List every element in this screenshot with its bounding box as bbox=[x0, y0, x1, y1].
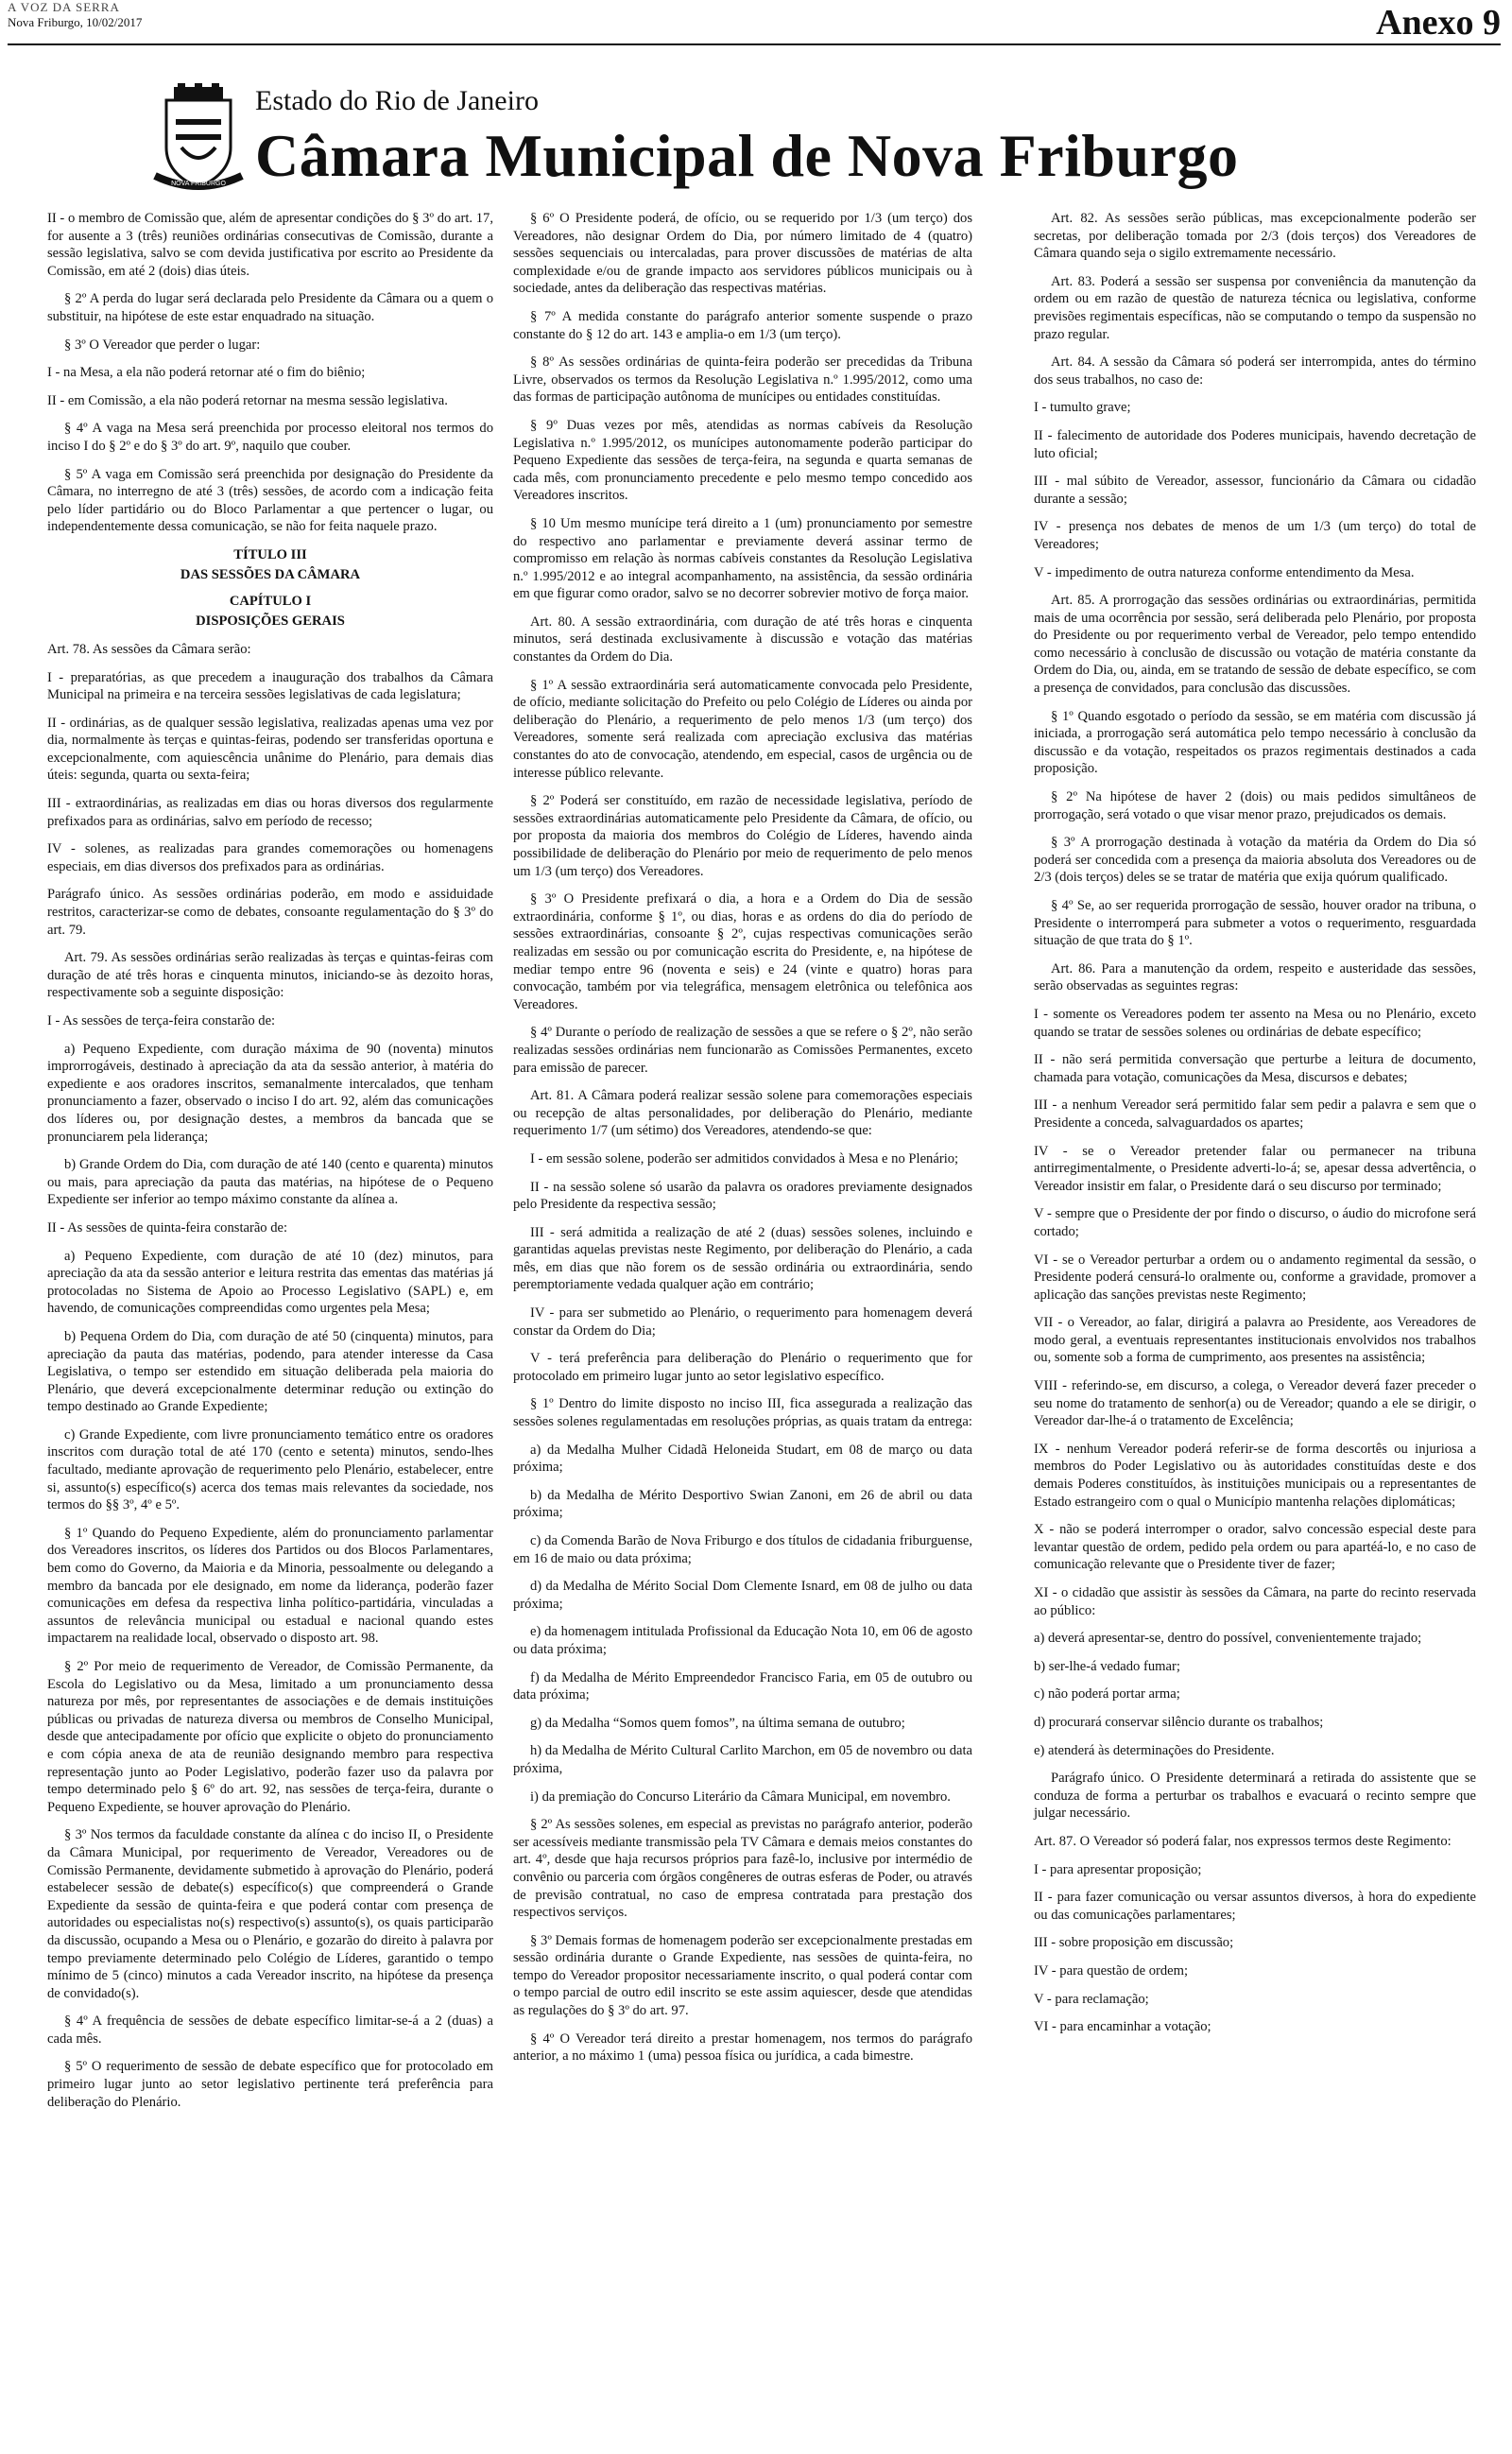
paragraph: § 6º O Presidente poderá, de ofício, ou se requerido por 1/3 (um terço) dos Vereadores, não designar Ordem do Dia, por número limitado de 4 (quatro) sessões sequenciais ou intercaladas, para prover discussões de matérias de alta complexidade e/ou de grande impacto aos servidores públicos municipais ou à sociedade, antes da deliberação das respectivas matérias. bbox=[513, 211, 972, 297]
publication-name: A VOZ DA SERRA bbox=[8, 0, 120, 14]
paragraph: III - será admitida a realização de até 2 (duas) sessões solenes, incluindo e garantidas aquelas previstas neste Regimento, por deliberação do Plenário, a cada mês, em dias que não forem os de sessão ordinária ou extraordinária, sendo peremptoriamente vedada qualquer ação em contrário; bbox=[513, 1224, 972, 1293]
title-subheading: DAS SESSÕES DA CÂMARA bbox=[180, 566, 361, 582]
paragraph: II - para fazer comunicação ou versar assuntos diversos, à hora do expediente ou das comunicações parlamentares; bbox=[1034, 1890, 1476, 1923]
paragraph: I - As sessões de terça-feira constarão de: bbox=[47, 1013, 276, 1028]
paragraph: § 1º Quando do Pequeno Expediente, além do pronunciamento parlamentar dos Vereadores inscritos, os líderes dos Partidos ou dos Blocos Parlamentares, bem como do Governo, da Maioria e da Minoria, pessoalmente ou delegando a membro da bancada por ele designado, em nome da liderança, poderão fazer comunicações em defesa da respectiva linha político-partidária, vinculadas a assuntos de relevância municipal ou estadual e nacional quando estes impactarem na realidade local, observado o disposto art. 98. bbox=[47, 1525, 493, 1647]
paragraph: d) procurará conservar silêncio durante os trabalhos; bbox=[1034, 1714, 1324, 1730]
paragraph: Art. 78. As sessões da Câmara serão: bbox=[47, 641, 251, 657]
chamber-name: Câmara Municipal de Nova Friburgo bbox=[255, 122, 1239, 189]
column-2 bbox=[513, 210, 972, 2076]
masthead bbox=[153, 74, 1334, 197]
paragraph: I - em sessão solene, poderão ser admitidos convidados à Mesa e no Plenário; bbox=[530, 1150, 959, 1167]
paragraph: IV - presença nos debates de menos de um 1/3 (um terço) do total de Vereadores; bbox=[1034, 519, 1476, 552]
paragraph: § 4º A frequência de sessões de debate específico limitar-se-á a 2 (duas) a cada mês. bbox=[47, 2013, 493, 2047]
paragraph: Art. 80. A sessão extraordinária, com duração de até três horas e cinquenta minutos, será destinada exclusivamente à discussão e votação das matérias constantes da Ordem do Dia. bbox=[513, 614, 972, 665]
paragraph: § 4º Durante o período de realização de sessões a que se refere o § 2º, não serão realizadas sessões ordinárias nem funcionarão as Comissões Permanentes, exceto para emissão de parecer. bbox=[513, 1025, 972, 1076]
column-3 bbox=[1034, 210, 1476, 2047]
paragraph: § 5º O requerimento de sessão de debate específico que for protocolado em primeiro lugar junto ao setor legislativo pertinente terá preferência para deliberação do Plenário. bbox=[47, 2059, 493, 2110]
paragraph: III - extraordinárias, as realizadas em dias ou horas diversos dos regularmente prefixados para as ordinárias, salvo em período de recesso; bbox=[47, 796, 493, 829]
paragraph: a) deverá apresentar-se, dentro do possível, convenientemente trajado; bbox=[1034, 1631, 1422, 1647]
paragraph: § 1º A sessão extraordinária será automaticamente convocada pelo Presidente, de ofício, mediante solicitação do Prefeito ou pelo Colégio de Líderes ou ainda por deliberação do Plenário, a requerimento de pelo menos 1/3 (um terço) dos Vereadores, somente será realizada com apreciação exclusiva das matérias constantes do ato de convocação, atendendo, em especial, casos de urgência ou de interesse público relevante. bbox=[513, 677, 972, 781]
paragraph: X - não se poderá interromper o orador, salvo concessão especial deste para levantar questão de ordem, pedido pela ordem ou para apartéá-lo, e no caso de comunicação relevante que o Presidente tiver de fazer; bbox=[1034, 1522, 1476, 1573]
paragraph: I - para apresentar proposição; bbox=[1034, 1861, 1202, 1877]
paragraph: § 3º A prorrogação destinada à votação da matéria da Ordem do Dia só poderá ser concedida com a presença da maioria absoluta dos Vereadores ou de 2/3 (dois terços) deles se se tratar de matéria que exija quórum qualificado. bbox=[1034, 835, 1476, 886]
paragraph: § 2º Poderá ser constituído, em razão de necessidade legislativa, período de sessões extraordinárias automaticamente pelo Presidente da Câmara, de ofício, ou por proposta da maioria dos membros do Colégio de Líderes, havendo ainda possibilidade de deliberação do Plenário por meio de requerimento de pelo menos um 1/3 (um terço) dos Vereadores. bbox=[513, 793, 972, 879]
paragraph: II - o membro de Comissão que, além de apresentar condições do § 3º do art. 17, for ausente a 3 (três) reuniões ordinárias consecutivas de Comissão, durante a sessão legislativa, salvo se com devida justificativa por escrito ao Presidente da Comissão, em até 2 (dois) dias úteis. bbox=[47, 211, 493, 279]
paragraph: § 3º O Presidente prefixará o dia, a hora e a Ordem do Dia de sessão extraordinária, conforme § 1º, ou dias, horas e as ordens do dia do período de sessões extraordinárias, consoante § 2º, cujas respectivas comunicações serão realizadas em sessão ou por comunicação escrita do Presidente, e, na hipótese de mediar tempo entre 96 (noventa e seis) e 24 (vinte e quatro) horas para convocação, também por via telegráfica, mensagem eletrônica ou telefônica aos Vereadores. bbox=[513, 891, 972, 1012]
paragraph: IV - para questão de ordem; bbox=[1034, 1962, 1189, 1979]
paragraph: Art. 86. Para a manutenção da ordem, respeito e austeridade das sessões, serão observadas as seguintes regras: bbox=[1034, 960, 1476, 994]
paragraph: III - sobre proposição em discussão; bbox=[1034, 1935, 1234, 1951]
paragraph: § 3º O Vereador que perder o lugar: bbox=[64, 337, 261, 353]
paragraph: e) atenderá às determinações do Presidente. bbox=[1034, 1742, 1275, 1758]
paragraph: II - As sessões de quinta-feira constarão de: bbox=[47, 1219, 288, 1236]
annex-label: Anexo 9 bbox=[1376, 3, 1501, 43]
chapter-subheading: DISPOSIÇÕES GERAIS bbox=[196, 613, 345, 629]
paragraph: Parágrafo único. O Presidente determinará a retirada do assistente que se conduza de forma a perturbar os trabalhos e evacuará o recinto sempre que julgar necessário. bbox=[1034, 1771, 1476, 1822]
section-heading bbox=[47, 546, 493, 630]
paragraph: Art. 83. Poderá a sessão ser suspensa por conveniência da manutenção da ordem ou em razão de questão de natureza técnica ou legislativa, conforme previsões regimentais específicas, não se computando o tempo da suspensão no prazo regular. bbox=[1034, 273, 1476, 342]
paragraph: IV - para ser submetido ao Plenário, o requerimento para homenagem deverá constar da Ordem do Dia; bbox=[513, 1305, 972, 1339]
paragraph: § 2º As sessões solenes, em especial as previstas no parágrafo anterior, poderão ser acessíveis mediante transmissão pela TV Câmara e demais meios constantes do art. 4º, desde que haja recursos próprios para fazê-lo, inclusive por intermédio de convênio ou parceria com órgãos congêneres de outras esferas de Poder, ou através de previsão contratual, no caso de empresa contratada para prestação dos respectivos serviços. bbox=[513, 1817, 972, 1921]
chapter-heading: CAPÍTULO I bbox=[229, 593, 312, 609]
paragraph: h) da Medalha de Mérito Cultural Carlito Marchon, em 05 de novembro ou data próxima, bbox=[513, 1743, 972, 1776]
publication-date: Nova Friburgo, 10/02/2017 bbox=[8, 15, 143, 29]
title-heading: TÍTULO III bbox=[233, 546, 307, 562]
paragraph: § 3º Nos termos da faculdade constante da alínea c do inciso II, o Presidente da Câmara Municipal, por requerimento de Vereador, Vereadores ou de Comissão Permanente, devidamente submetido à aprovação do Plenário, poderá estabelecer sessão de debate(s) específico(s) que compreenderá o Grande Expediente da sessão de quinta-feira e que poderá contar com presença de autoridades ou especialistas no(s) respectivo(s) assunto(s), os quais participarão da discussão, ocupando a Mesa ou o Plenário, e gozarão do direito à palavra por tempo previamente determinado pelo Colégio de Líderes, garantido o tempo mínimo de 5 (cinco) minutos a cada Vereador inscrito, na hipótese da presença de convidado(s). bbox=[47, 1827, 493, 2001]
paragraph: d) da Medalha de Mérito Social Dom Clemente Isnard, em 08 de julho ou data próxima; bbox=[513, 1579, 972, 1612]
paragraph: a) Pequeno Expediente, com duração máxima de 90 (noventa) minutos improrrogáveis, destinado à apreciação da ata da sessão anterior, à matéria do expediente e aos oradores inscritos, semanalmente intercalados, que tenham pronunciamento a fazer, observado o inciso I do art. 92, além das comunicações dos líderes ou, por designação destes, a membros da bancada que se pronunciarem pela liderança; bbox=[47, 1041, 493, 1145]
paragraph: VIII - referindo-se, em discurso, a colega, o Vereador deverá fazer preceder o seu nome do tratamento de senhor(a) ou de Vereador; quando a ele se dirigir, o Vereador dar-lhe-á o tratamento de Excelência; bbox=[1034, 1378, 1476, 1429]
paragraph: § 2º A perda do lugar será declarada pelo Presidente da Câmara ou a quem o substituir, na hipótese de este estar enquadrado na situação. bbox=[47, 291, 493, 324]
coat-of-arms-icon bbox=[153, 81, 244, 193]
paragraph: I - preparatórias, as que precedem a inauguração dos trabalhos da Câmara Municipal na primeira e na terceira sessões legislativas de cada legislatura; bbox=[47, 669, 493, 703]
paragraph: XI - o cidadão que assistir às sessões da Câmara, na parte do recinto reservada ao público: bbox=[1034, 1585, 1476, 1618]
paragraph: V - terá preferência para deliberação do Plenário o requerimento que for protocolado em primeiro lugar junto ao setor legislativo específico. bbox=[513, 1351, 972, 1384]
paragraph: Art. 85. A prorrogação das sessões ordinárias ou extraordinárias, permitida mais de uma ocorrência por sessão, será deliberada pelo Plenário, por proposta do Presidente ou por requerimento verbal de Vereador, pelo tempo entendido como necessário à conclusão de discussão ou votação de matéria constante da Ordem do Dia, ou, ainda, em se tratando de sessão de debate específico, se com a presença de convidados, para conclusão das discussões. bbox=[1034, 593, 1476, 697]
paragraph: V - impedimento de outra natureza conforme entendimento da Mesa. bbox=[1034, 564, 1415, 580]
paragraph: § 1º Dentro do limite disposto no inciso III, fica assegurada a realização das sessões solenes regulamentadas em resoluções próprias, as quais tratam da entrega: bbox=[513, 1396, 972, 1430]
paragraph: V - sempre que o Presidente der por findo o discurso, o áudio do microfone será cortado; bbox=[1034, 1206, 1476, 1239]
paragraph: § 2º Na hipótese de haver 2 (dois) ou mais pedidos simultâneos de prorrogação, será votado o que visar menor prazo, prejudicados os demais. bbox=[1034, 789, 1476, 822]
paragraph: II - não será permitida conversação que perturbe a leitura de documento, chamada para votação, comunicações da Mesa, discursos e debates; bbox=[1034, 1052, 1476, 1085]
state-name: Estado do Rio de Janeiro bbox=[255, 85, 539, 116]
svg-text:NOVA FRIBURGO: NOVA FRIBURGO bbox=[171, 181, 226, 187]
paragraph: § 7º A medida constante do parágrafo anterior somente suspende o prazo constante do § 12 do art. 143 e amplia-o em 1/3 (um terço). bbox=[513, 308, 972, 342]
paragraph: III - a nenhum Vereador será permitido falar sem pedir a palavra e sem que o Presidente a conceda, salvaguardados os apartes; bbox=[1034, 1097, 1476, 1131]
paragraph: § 5º A vaga em Comissão será preenchida por designação do Presidente da Câmara, no interregno de até 3 (três) sessões, de acordo com a indicação feita pelo líder partidário ou do Bloco Parlamentar a que pertencer o lugar, ou independentemente dessa comunicação, se não for feita naquele prazo. bbox=[47, 466, 493, 535]
paragraph: Parágrafo único. As sessões ordinárias poderão, em modo e assiduidade restritos, caracterizar-se como de debates, consoante regulamentação do § 3º do art. 79. bbox=[47, 887, 493, 938]
paragraph: § 4º A vaga na Mesa será preenchida por processo eleitoral nos termos do inciso I do § 2º e do § 3º do art. 9º, naquilo que couber. bbox=[47, 421, 493, 454]
paragraph: Art. 82. As sessões serão públicas, mas excepcionalmente poderão ser secretas, por deliberação tomada por 2/3 (dois terços) dos Vereadores de Câmara quando seja o sigilo extremamente necessário. bbox=[1034, 211, 1476, 262]
paragraph: § 4º O Vereador terá direito a prestar homenagem, nos termos do parágrafo anterior, a no máximo 1 (uma) pessoa física ou jurídica, a cada bimestre. bbox=[513, 2031, 972, 2065]
paragraph: b) ser-lhe-á vedado fumar; bbox=[1034, 1658, 1180, 1674]
paragraph: IV - solenes, as realizadas para grandes comemorações ou homenagens especiais, em dias diversos dos prefixados para as ordinárias. bbox=[47, 841, 493, 874]
paragraph: g) da Medalha “Somos quem fomos”, na última semana de outubro; bbox=[530, 1715, 905, 1731]
paragraph: b) da Medalha de Mérito Desportivo Swian Zanoni, em 26 de abril ou data próxima; bbox=[513, 1487, 972, 1521]
column-1 bbox=[47, 210, 493, 2121]
paragraph: c) não poderá portar arma; bbox=[1034, 1686, 1180, 1702]
paragraph: II - na sessão solene só usarão da palavra os oradores previamente designados pelo Presidente da respectiva sessão; bbox=[513, 1179, 972, 1213]
paragraph: § 8º As sessões ordinárias de quinta-feira poderão ser precedidas da Tribuna Livre, observados os termos da Resolução Legislativa n.º 1.995/2012, como uma das formas de participação autônoma de munícipes ou entidades constituídas. bbox=[513, 354, 972, 406]
paragraph: II - ordinárias, as de qualquer sessão legislativa, realizadas apenas uma vez por dia, normalmente às terças e quintas-feiras, podendo ser transferidas oportuna e excepcionalmente, com aquiescência unânime do Plenário, para demais dias úteis: segunda, quarta ou sexta-feira; bbox=[47, 715, 493, 784]
paragraph: VII - o Vereador, ao falar, dirigirá a palavra ao Presidente, aos Vereadores de modo geral, a eventuais representantes institucionais envolvidos nos trabalhos ou, somente sob a forma de cumprimento, aos presentes na assistência; bbox=[1034, 1315, 1476, 1366]
paragraph: III - mal súbito de Vereador, assessor, funcionário da Câmara ou cidadão durante a sessão; bbox=[1034, 474, 1476, 507]
paragraph: Art. 87. O Vereador só poderá falar, nos expressos termos deste Regimento: bbox=[1034, 1833, 1452, 1849]
paragraph: IV - se o Vereador pretender falar ou permanecer na tribuna antirregimentalmente, o Presidente adverti-lo-á; se, apesar dessa advertência, o Vereador insistir em falar, o Presidente dará o seu discurso por terminado; bbox=[1034, 1143, 1476, 1194]
paragraph: I - tumulto grave; bbox=[1034, 400, 1131, 416]
paragraph: § 9º Duas vezes por mês, atendidas as normas cabíveis da Resolução Legislativa n.º 1.995/2012, os munícipes autonomamente poderão participar do Pequeno Expediente das sessões de terça-feira, na segunda e quarta semanas de cada mês, com pronunciamento precedente e pelo mesmo tempo concedido aos Vereadores inscritos. bbox=[513, 417, 972, 504]
paragraph: c) da Comenda Barão de Nova Friburgo e dos títulos de cidadania friburguense, em 16 de maio ou data próxima; bbox=[513, 1533, 972, 1566]
paragraph: II - falecimento de autoridade dos Poderes municipais, havendo decretação de luto oficial; bbox=[1034, 427, 1476, 461]
paragraph: § 4º Se, ao ser requerida prorrogação de sessão, houver orador na tribuna, o Presidente o interromperá para submeter a votos o requerimento, resguardada situação de que trata do § 1º. bbox=[1034, 898, 1476, 949]
paragraph: f) da Medalha de Mérito Empreendedor Francisco Faria, em 05 de outubro ou data próxima; bbox=[513, 1669, 972, 1703]
paragraph: § 3º Demais formas de homenagem poderão ser excepcionalmente prestadas em sessão ordinária durante o Grande Expediente, nas sessões de quinta-feira, no tempo do Vereador propositor necessariamente inscrito, o qual poderá contar com o tempo parcial de outro edil inscrito se este assim aquiescer, desde que atendidas as regulações do § 3º do art. 97. bbox=[513, 1932, 972, 2019]
paragraph: a) Pequeno Expediente, com duração de até 10 (dez) minutos, para apreciação da ata da sessão anterior e leitura restrita das ementas das matérias já protocoladas no Sistema de Apoio ao Processo Legislativo (SAPL) e, em havendo, de comunicações compreendidas como urgentes pela Mesa; bbox=[47, 1248, 493, 1317]
paragraph: § 1º Quando esgotado o período da sessão, se em matéria com discussão já iniciada, a prorrogação será automática pelo tempo necessário à conclusão da discussão e da votação, respeitados os prazos regimentais destinados a cada proposição. bbox=[1034, 708, 1476, 777]
paragraph: Art. 84. A sessão da Câmara só poderá ser interrompida, antes do término dos seus trabalhos, no caso de: bbox=[1034, 354, 1476, 388]
paragraph: c) Grande Expediente, com livre pronunciamento temático entre os oradores inscritos com duração total de até 170 (cento e setenta) minutos, sendo-lhes facultado, mediante aprovação de requerimento pelo Plenário, estabelecer, entre si, assunto(s) específico(s) acerca dos temas mais relevantes da sociedade, nos termos do §§ 3º, 4º e 5º. bbox=[47, 1426, 493, 1513]
paragraph: VI - se o Vereador perturbar a ordem ou o andamento regimental da sessão, o Presidente poderá censurá-lo oralmente ou, conforme a gravidade, promover a aplicação das sanções previstas neste Regimento; bbox=[1034, 1252, 1476, 1303]
paragraph: § 10 Um mesmo munícipe terá direito a 1 (um) pronunciamento por semestre do respectivo ano parlamentar e previamente deverá assinar termo de compromisso em relação às normas cabíveis constantes da Resolução Legislativa n.º 1.995/2012 e ao integral acompanhamento, na assistência, da sessão ordinária em que figurar como orador, salvo se no decorrer sobrevier motivo de força maior. bbox=[513, 515, 972, 602]
paragraph: i) da premiação do Concurso Literário da Câmara Municipal, em novembro. bbox=[530, 1789, 951, 1805]
paragraph: b) Grande Ordem do Dia, com duração de até 140 (cento e quarenta) minutos ou mais, para apreciação da pauta das matérias, na hipótese de o Pequeno Expediente ser inferior ao tempo máximo constante da alínea a. bbox=[47, 1157, 493, 1208]
paragraph: IX - nenhum Vereador poderá referir-se de forma descortês ou injuriosa a membros do Poder Legislativo ou às autoridades constituídas deste e dos demais Poderes constituídos, às instituições municipais ou a representantes de Estado estrangeiro com o qual o Município mantenha relações diplomáticas; bbox=[1034, 1441, 1476, 1510]
paragraph: b) Pequena Ordem do Dia, com duração de até 50 (cinquenta) minutos, para apreciação da pauta das matérias, podendo, para atender interesse da Casa Legislativa, o tempo ser estendido em situação deliberada pela maioria do Plenário, que deverá excepcionalmente determinar redução ou extinção do tempo destinado ao Grande Expediente; bbox=[47, 1328, 493, 1415]
paragraph: Art. 79. As sessões ordinárias serão realizadas às terças e quintas-feiras com duração de até três horas e cinquenta minutos, iniciando-se às dezoito horas, respectivamente sob a seguinte disposição: bbox=[47, 950, 493, 1001]
paragraph: § 2º Por meio de requerimento de Vereador, de Comissão Permanente, da Escola do Legislativo ou da Mesa, limitado a um pronunciamento dessa natureza por mês, por representantes de associações e de demais instituições públicas ou privadas de natureza diversa ou membros de Conselho Municipal, desde que antecipadamente por ofício que explicite o objeto do pronunciamento e com cópia anexa de ata de reunião designando membro para respectiva representação junto ao Poder Legislativo, poderão fazer uso da palavra por tempo determinado pelo § 6º do art. 92, nas sessões de terça-feira, durante o Pequeno Expediente, se houver aprovação do Plenário. bbox=[47, 1659, 493, 1815]
paragraph: e) da homenagem intitulada Profissional da Educação Nota 10, em 06 de agosto ou data próxima; bbox=[513, 1624, 972, 1657]
paragraph: VI - para encaminhar a votação; bbox=[1034, 2019, 1211, 2035]
paragraph: I - na Mesa, a ela não poderá retornar até o fim do biênio; bbox=[47, 365, 366, 381]
page-header bbox=[8, 0, 1501, 45]
paragraph: I - somente os Vereadores podem ter assento na Mesa ou no Plenário, exceto quando se tratar de sessões solenes ou ordinárias de debate específico; bbox=[1034, 1006, 1476, 1040]
paragraph: Art. 81. A Câmara poderá realizar sessão solene para comemorações especiais ou recepção de altas personalidades, por deliberação do Plenário, mediante requerimento 1/7 (um sétimo) dos Vereadores, atendendo-se que: bbox=[513, 1088, 972, 1139]
paragraph: II - em Comissão, a ela não poderá retornar na mesma sessão legislativa. bbox=[47, 392, 448, 408]
paragraph: a) da Medalha Mulher Cidadã Heloneida Studart, em 08 de março ou data próxima; bbox=[513, 1442, 972, 1476]
paragraph: V - para reclamação; bbox=[1034, 1991, 1149, 2007]
